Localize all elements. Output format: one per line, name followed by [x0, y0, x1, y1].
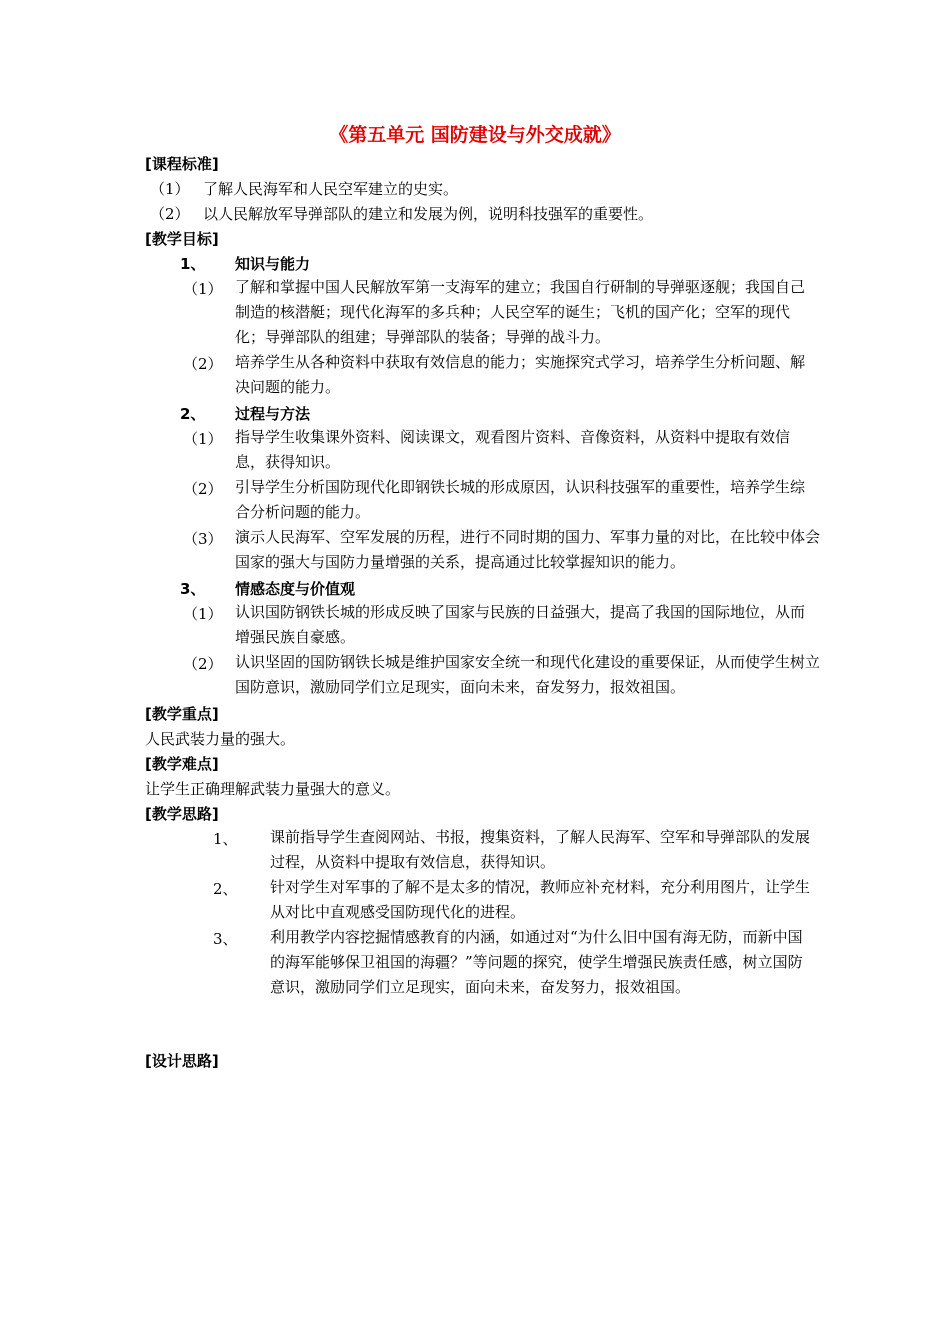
goal-1-num: 1、	[180, 255, 206, 273]
section-heading-standards: [课程标准]	[145, 155, 219, 173]
document-title: 《第五单元 国防建设与外交成就》	[329, 124, 621, 146]
section-heading-difficulty: [教学难点]	[145, 755, 219, 773]
difficulty-text: 让学生正确理解武装力量强大的意义。	[145, 780, 401, 798]
section-heading-goals: [教学目标]	[145, 230, 219, 248]
standards-item-1-num: （1）	[150, 180, 190, 198]
goal-3-item-1-num: （1）	[183, 605, 223, 623]
goal-2-label: 过程与方法	[235, 405, 311, 423]
approach-item-1-text: 课前指导学生查阅网站、书报，搜集资料，了解人民海军、空军和导弹部队的发展过程，从资料中提取有效信息，获得知识。	[270, 828, 811, 871]
goal-1-item-1-text: 了解和掌握中国人民解放军第一支海军的建立；我国自行研制的导弹驱逐舰；我国自己制造的核潜艇；现代化海军的多兵种；人民空军的诞生；飞机的国产化；空军的现代化；导弹部队的组建；导弹部队的装备；导弹的战斗力。	[235, 278, 806, 346]
standards-item-2-num: （2）	[150, 205, 190, 223]
goal-1-label: 知识与能力	[235, 255, 311, 273]
standards-item-1-text: 了解人民海军和人民空军建立的史实。	[203, 180, 459, 198]
goal-2-item-1-num: （1）	[183, 430, 223, 448]
approach-item-2-text: 针对学生对军事的了解不是太多的情况，教师应补充材料，充分利用图片，让学生从对比中直观感受国防现代化的进程。	[270, 878, 811, 921]
goal-2-item-2-num: （2）	[183, 480, 223, 498]
approach-item-3-num: 3、	[213, 930, 238, 948]
goal-2-item-3-num: （3）	[183, 530, 223, 548]
section-heading-design: [设计思路]	[145, 1052, 219, 1070]
goal-1-item-1-num: （1）	[183, 280, 223, 298]
approach-item-1-num: 1、	[213, 830, 238, 848]
goal-2-item-2-text: 引导学生分析国防现代化即钢铁长城的形成原因，认识科技强军的重要性，培养学生综合分析问题的能力。	[235, 478, 806, 521]
goal-2-item-3-text: 演示人民海军、空军发展的历程，进行不同时期的国力、军事力量的对比，在比较中体会国家的强大与国防力量增强的关系，提高通过比较掌握知识的能力。	[235, 528, 821, 571]
goal-3-item-2-text: 认识坚固的国防钢铁长城是维护国家安全统一和现代化建设的重要保证，从而使学生树立国防意识，激励同学们立足现实，面向未来，奋发努力，报效祖国。	[235, 653, 821, 696]
goal-3-label: 情感态度与价值观	[235, 580, 356, 598]
goal-2-item-1-text: 指导学生收集课外资料、阅读课文，观看图片资料、音像资料，从资料中提取有效信息，获得知识。	[235, 428, 791, 471]
goal-1-item-2-num: （2）	[183, 355, 223, 373]
goal-3-item-2-num: （2）	[183, 655, 223, 673]
goal-3-item-1-text: 认识国防钢铁长城的形成反映了国家与民族的日益强大，提高了我国的国际地位，从而增强民族自豪感。	[235, 603, 806, 646]
goal-2-num: 2、	[180, 405, 206, 423]
section-heading-key-point: [教学重点]	[145, 705, 219, 723]
approach-item-3-text: 利用教学内容挖掘情感教育的内涵，如通过对“为什么旧中国有海无防，而新中国的海军能够保卫祖国的海疆？”等问题的探究，使学生增强民族责任感，树立国防意识，激励同学们立足现实，面向未来，奋发努力，报效祖国。	[270, 928, 803, 996]
section-heading-approach: [教学思路]	[145, 805, 219, 823]
standards-item-2-text: 以人民解放军导弹部队的建立和发展为例，说明科技强军的重要性。	[203, 205, 654, 223]
goal-1-item-2-text: 培养学生从各种资料中获取有效信息的能力；实施探究式学习，培养学生分析问题、解决问题的能力。	[235, 353, 806, 396]
approach-item-2-num: 2、	[213, 880, 238, 898]
goal-3-num: 3、	[180, 580, 206, 598]
key-point-text: 人民武装力量的强大。	[145, 730, 296, 748]
